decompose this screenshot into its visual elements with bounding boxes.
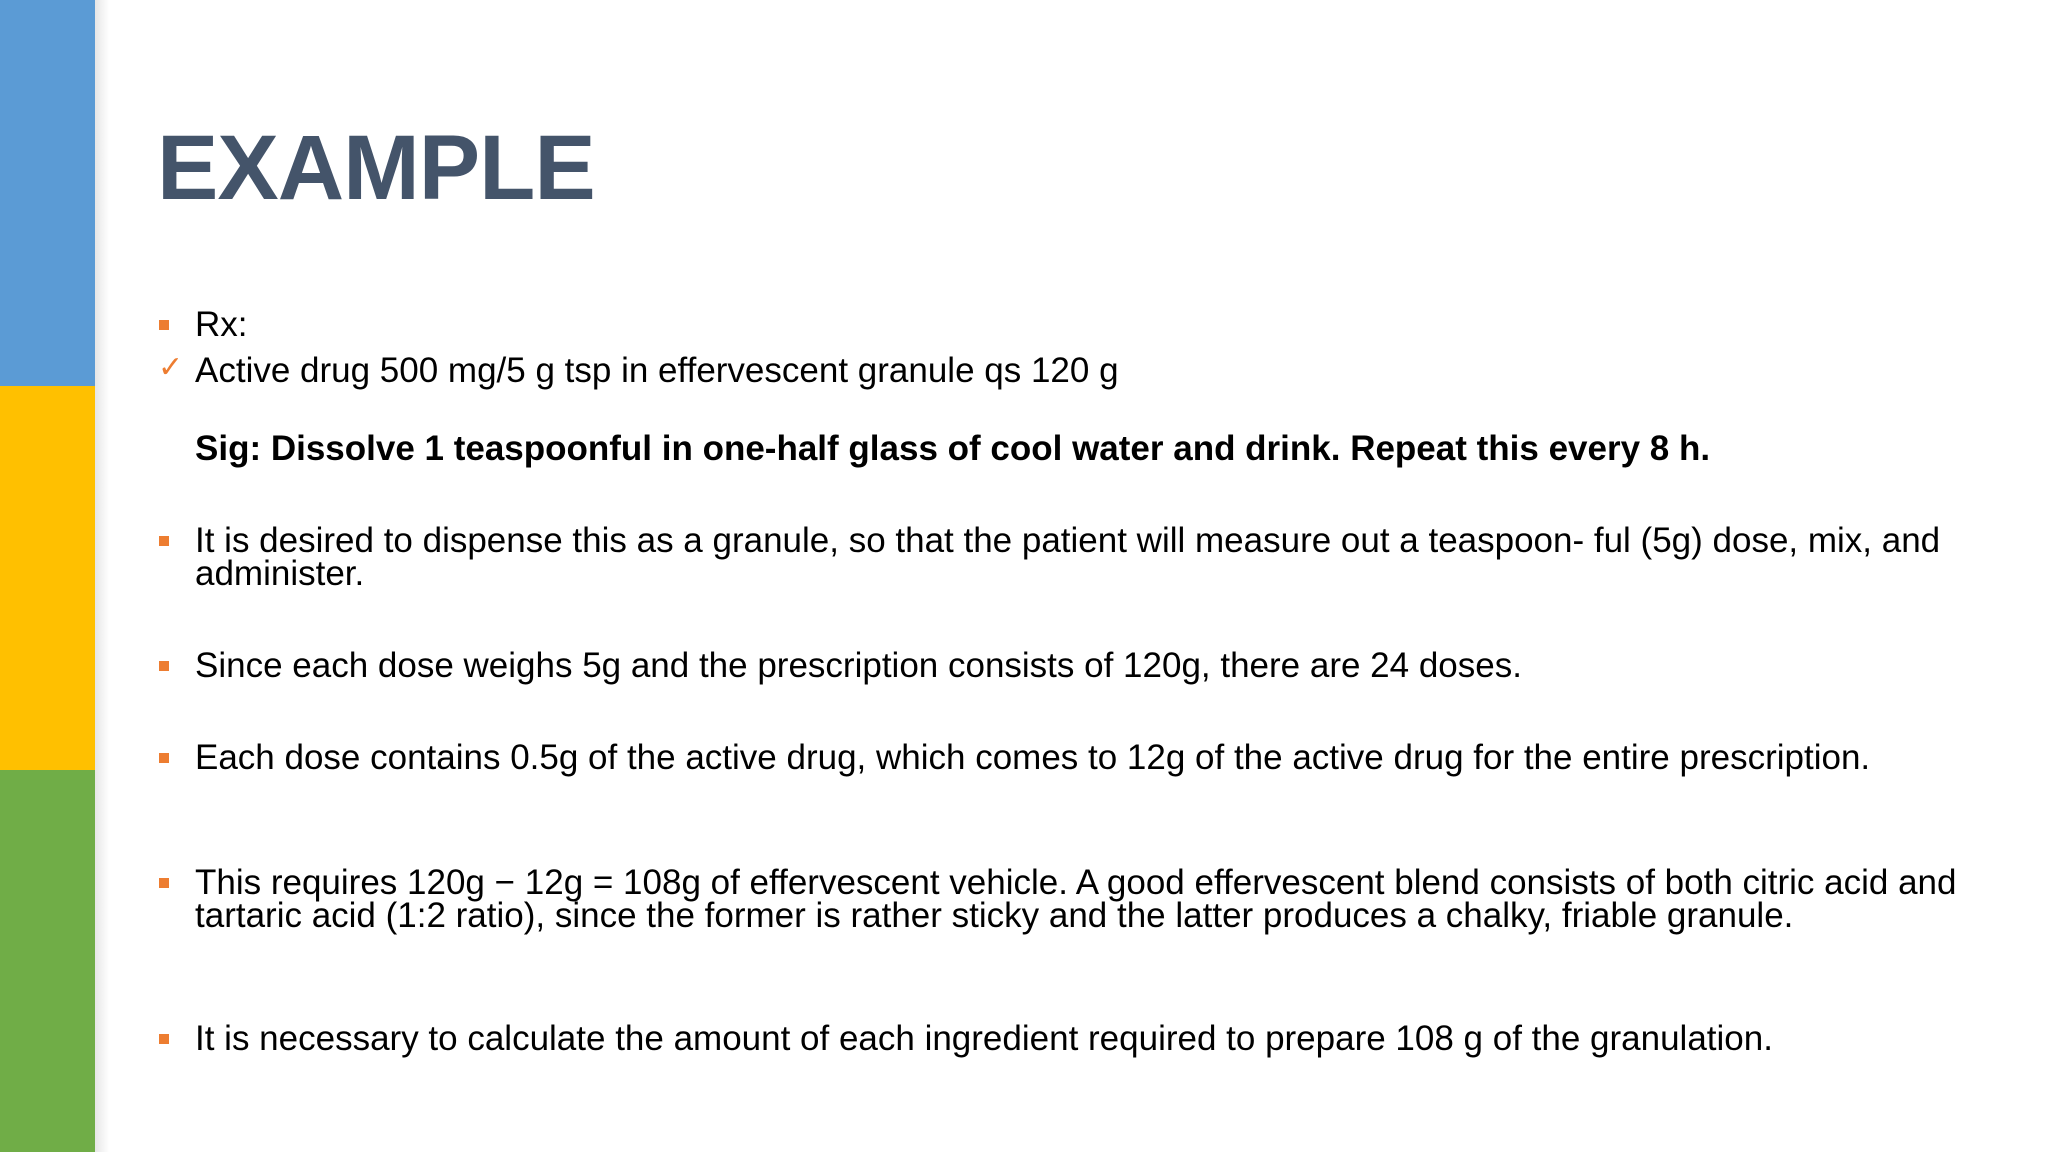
stripe-shadow [95,0,109,1152]
square-bullet-icon [159,536,169,546]
square-bullet-icon [159,1034,169,1044]
square-bullet-icon [159,320,169,330]
bullet-text: This requires 120g − 12g = 108g of effervescent vehicle. A good effervescent blend consists of both citric acid and tartaric acid (1:2 ratio), since the former is rather sticky and the latter produces a chalky, friable granule. [195,863,1957,935]
checkmark-icon: ✓ [158,350,184,385]
accent-stripe-blue [0,0,95,386]
accent-stripe-green [0,770,95,1152]
bullet-text: Each dose contains 0.5g of the active drug, which comes to 12g of the active drug for the entire prescription. [195,738,1871,777]
sig-text: Sig: Dissolve 1 teaspoonful in one-half glass of cool water and drink. Repeat this every 8 h. [195,429,1711,468]
bullet-text: It is desired to dispense this as a granule, so that the patient will measure out a teaspoon- ful (5g) dose, mix, and administer. [195,521,1941,593]
accent-stripe-yellow [0,386,95,770]
rx-label: Rx: [195,305,248,344]
slide-title: EXAMPLE [157,117,595,219]
square-bullet-icon [159,753,169,763]
bullet-text: Since each dose weighs 5g and the prescription consists of 120g, there are 24 doses. [195,646,1522,685]
square-bullet-icon [159,878,169,888]
bullet-text: It is necessary to calculate the amount of each ingredient required to prepare 108 g of the granulation. [195,1019,1773,1058]
rx-line: Active drug 500 mg/5 g tsp in effervescent granule qs 120 g [195,351,1119,390]
slide-body [158,0,2008,1152]
square-bullet-icon [159,661,169,671]
